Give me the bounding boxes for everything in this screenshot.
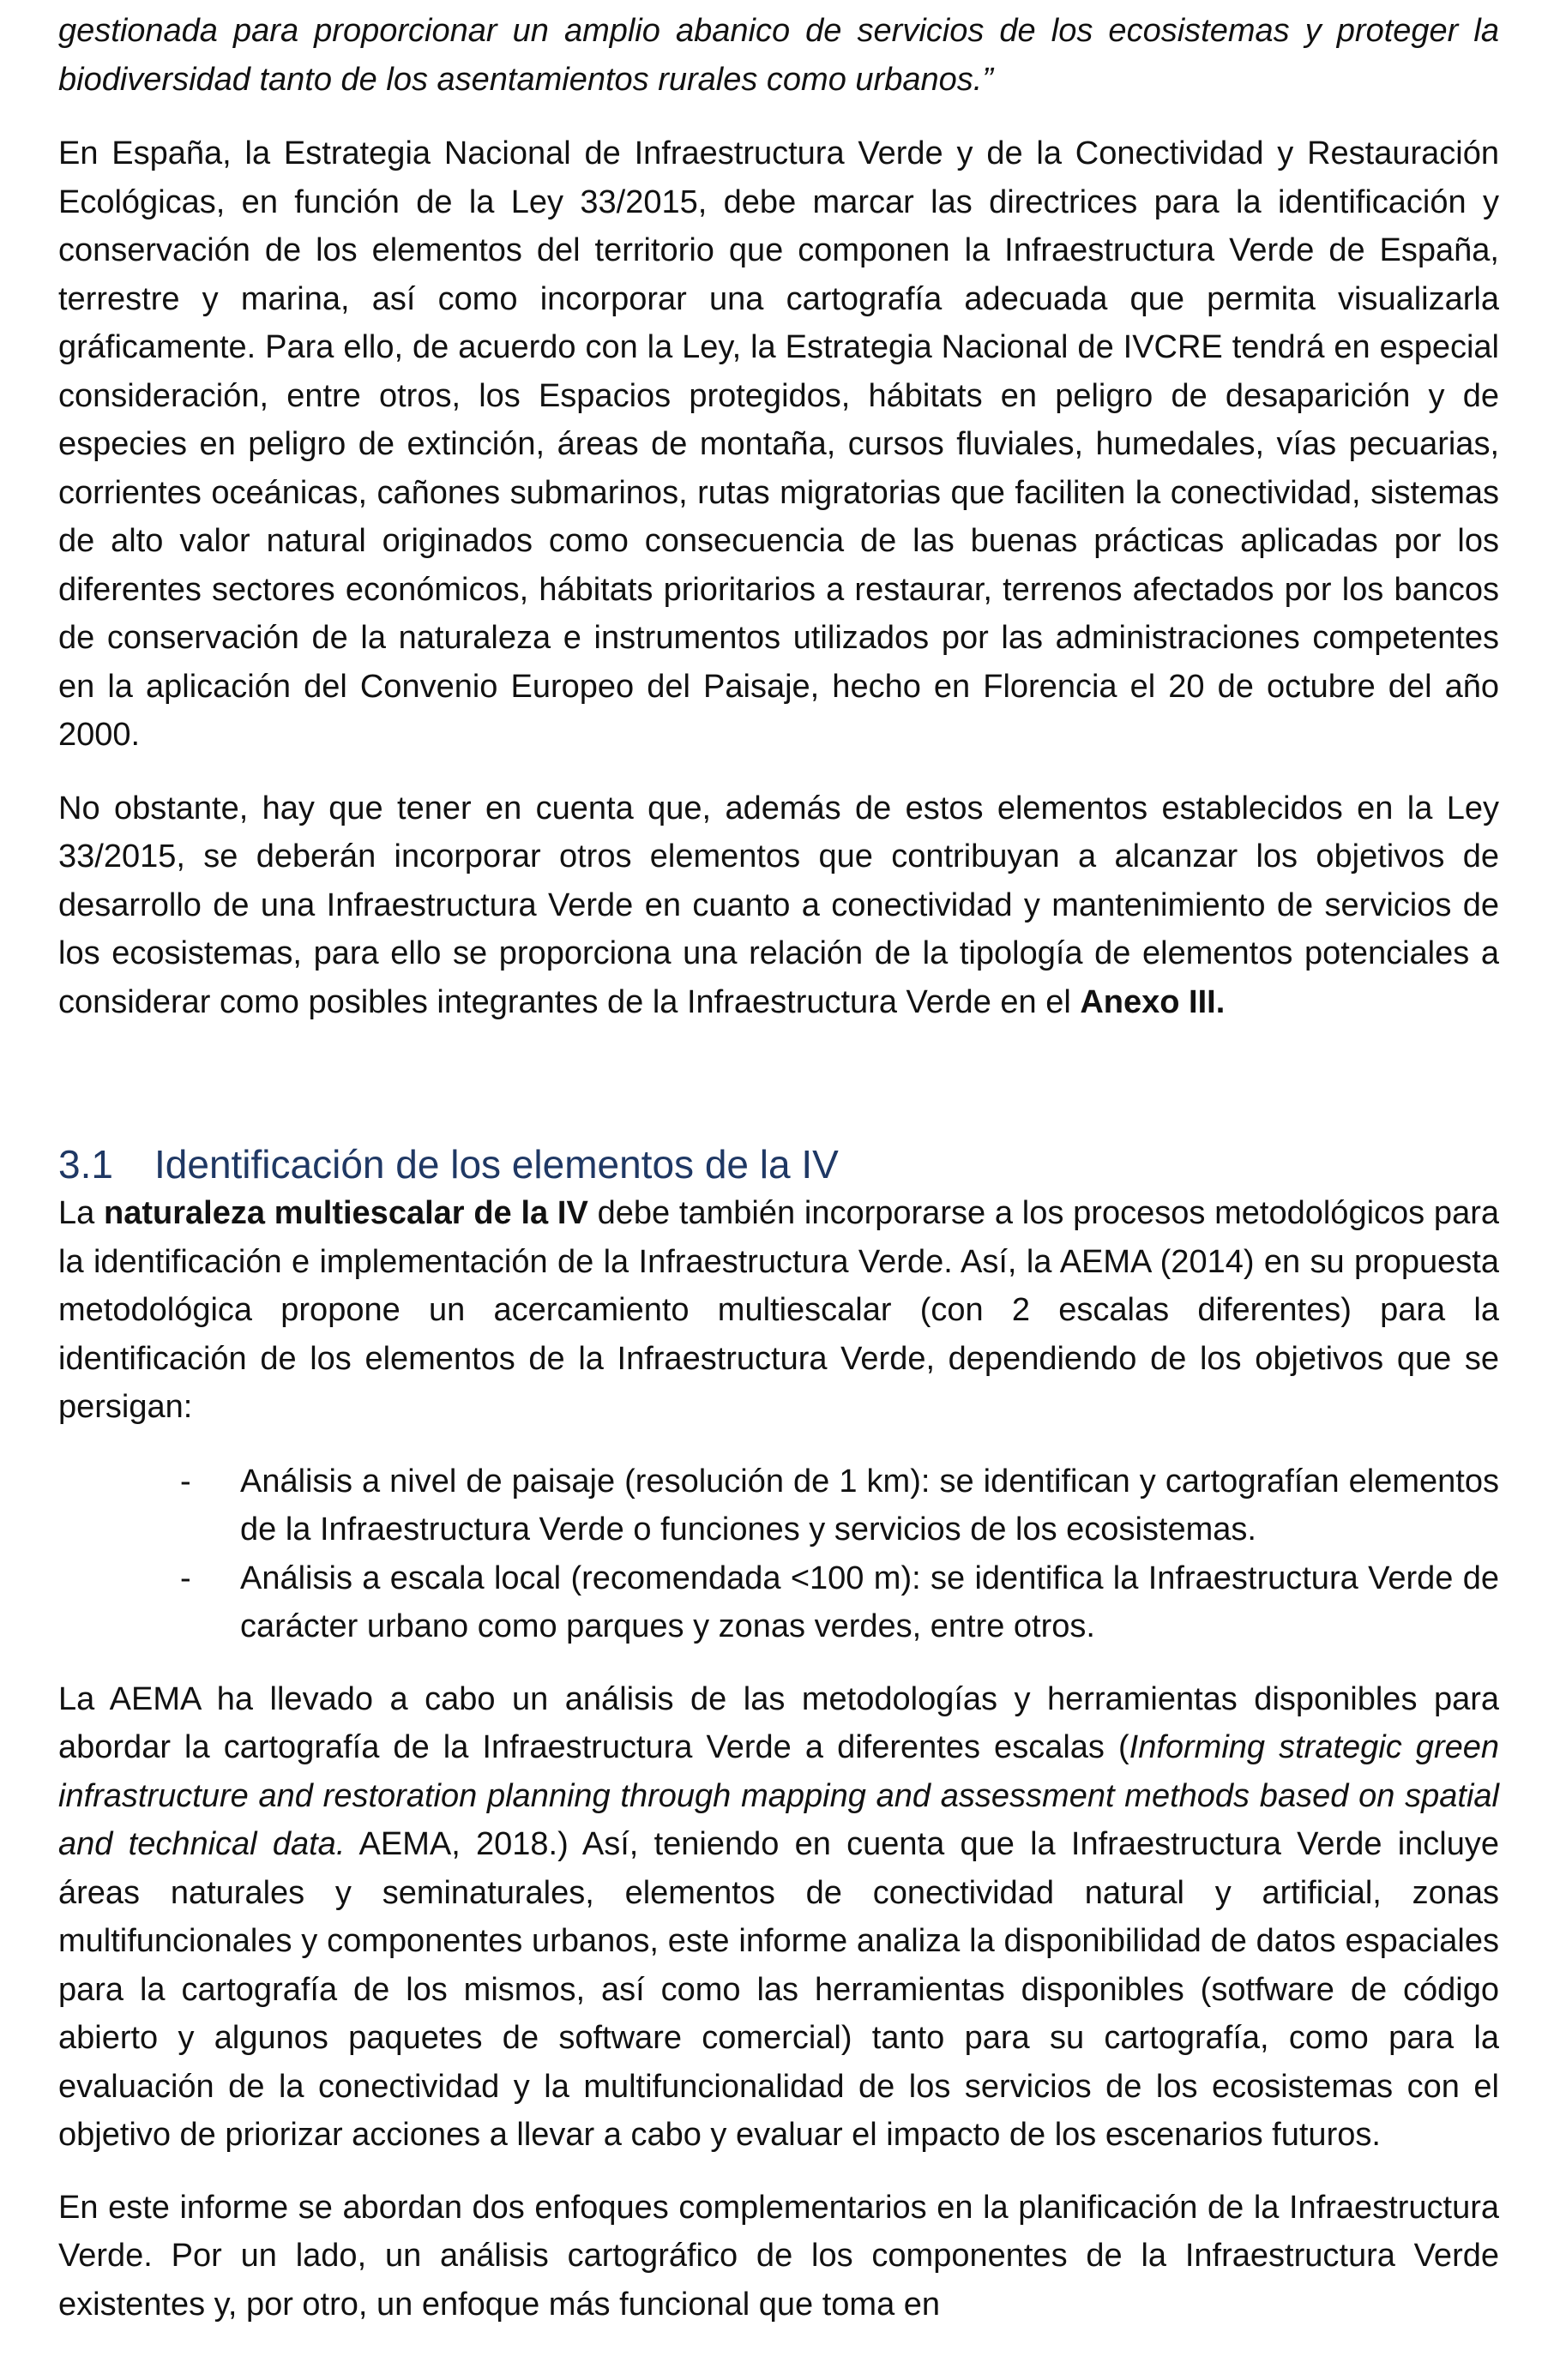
paragraph-other-elements bbox=[58, 784, 1499, 1027]
paragraph-multiscale-start: La bbox=[58, 1195, 105, 1231]
section-title: Identificación de los elementos de la IV bbox=[154, 1142, 839, 1187]
list-marker: - bbox=[180, 1463, 191, 1500]
analysis-scale-list bbox=[58, 1457, 1499, 1651]
document-page bbox=[58, 7, 1499, 2329]
paragraph-other-elements-text: No obstante, hay que tener en cuenta que, además de estos elementos establecidos en la Ley 33/2015, se deberán incorporar otros elementos que contribuyan a alcanzar los objetivos de desarrollo de una Infraestructura Verde en cuanto a conectividad y mantenimiento de servicios de los ecosistemas, para ello se proporciona una relación de la tipología de elementos potenciales a considerar como posibles integrantes de la Infraestructura Verde en el bbox=[58, 790, 1499, 1020]
annex-reference: Anexo III. bbox=[1080, 983, 1226, 1020]
list-item bbox=[58, 1554, 1499, 1651]
paragraph-aema-start: La AEMA ha llevado a cabo un análisis de las metodologías y herramientas disponibles para abordar la cartografía de la Infraestructura Verde a diferentes escalas ( bbox=[58, 1680, 1499, 1765]
paragraph-aema-rest: AEMA, 2018.) Así, teniendo en cuenta que la Infraestructura Verde incluye áreas naturales y seminaturales, elementos de conectividad natural y artificial, zonas multifuncionales y componentes urbanos, este informe analiza la disponibilidad de datos espaciales para la cartografía de los mismos, así como las herramientas disponibles (sotfware de código abierto y algunos paquetes de software comercial) tanto para su cartografía, como para la evaluación de la conectividad y la multifuncionalidad de los servicios de los ecosistemas con el objetivo de priorizar acciones a llevar a cabo y evaluar el impacto de los escenarios futuros. bbox=[58, 1826, 1499, 2153]
publication-title: Informing strategic green infrastructure and restoration planning through mapping and assessment methods based on spatial and technical data. bbox=[58, 1729, 1499, 1862]
list-item-text: Análisis a escala local (recomendada <100 m): se identifica la Infraestructura Verde de carácter urbano como parques y zonas verdes, entre otros. bbox=[240, 1560, 1499, 1644]
multiscale-emphasis: naturaleza multiescalar de la IV bbox=[104, 1195, 588, 1231]
paragraph-ivcre-strategy: En España, la Estrategia Nacional de Infraestructura Verde y de la Conectividad y Restauración Ecológicas, en función de la Ley 33/2015, debe marcar las directrices para la identificación y conservación de los elementos del territorio que componen la Infraestructura Verde de España, terrestre y marina, así como incorporar una cartografía adecuada que permita visualizarla gráficamente. Para ello, de acuerdo con la Ley, la Estrategia Nacional de IVCRE tendrá en especial consideración, entre otros, los Espacios protegidos, hábitats en peligro de desaparición y de especies en peligro de extinción, áreas de montaña, cursos fluviales, humedales, vías pecuarias, corrientes oceánicas, cañones submarinos, rutas migratorias que faciliten la conectividad, sistemas de alto valor natural originados como consecuencia de las buenas prácticas aplicadas por los diferentes sectores económicos, hábitats prioritarios a restaurar, terrenos afectados por los bancos de conservación de la naturaleza e instrumentos utilizados por las administraciones competentes en la aplicación del Convenio Europeo del Paisaje, hecho en Florencia el 20 de octubre del año 2000. bbox=[58, 135, 1499, 753]
section-number: 3.1 bbox=[58, 1142, 113, 1187]
section-heading bbox=[58, 1139, 1499, 1189]
list-item bbox=[58, 1457, 1499, 1554]
paragraph-quote-end: gestionada para proporcionar un amplio abanico de servicios de los ecosistemas y proteger la biodiversidad tanto de los asentamientos rurales como urbanos.” bbox=[58, 13, 1499, 98]
paragraph-aema-analysis bbox=[58, 1675, 1499, 2160]
paragraph-two-approaches: En este informe se abordan dos enfoques complementarios en la planificación de la Infraestructura Verde. Por un lado, un análisis cartográfico de los componentes de la Infraestructura Verde existentes y, por otro, un enfoque más funcional que toma en bbox=[58, 2189, 1499, 2323]
list-marker: - bbox=[180, 1560, 191, 1596]
list-item-text: Análisis a nivel de paisaje (resolución de 1 km): se identifican y cartografían elementos de la Infraestructura Verde o funciones y servicios de los ecosistemas. bbox=[240, 1463, 1499, 1548]
paragraph-multiscale-rest: debe también incorporarse a los procesos metodológicos para la identificación e implementación de la Infraestructura Verde. Así, la AEMA (2014) en su propuesta metodológica propone un acercamiento multiescalar (con 2 escalas diferentes) para la identificación de los elementos de la Infraestructura Verde, dependiendo de los objetivos que se persigan: bbox=[58, 1195, 1499, 1425]
paragraph-multiscale bbox=[58, 1189, 1499, 1432]
